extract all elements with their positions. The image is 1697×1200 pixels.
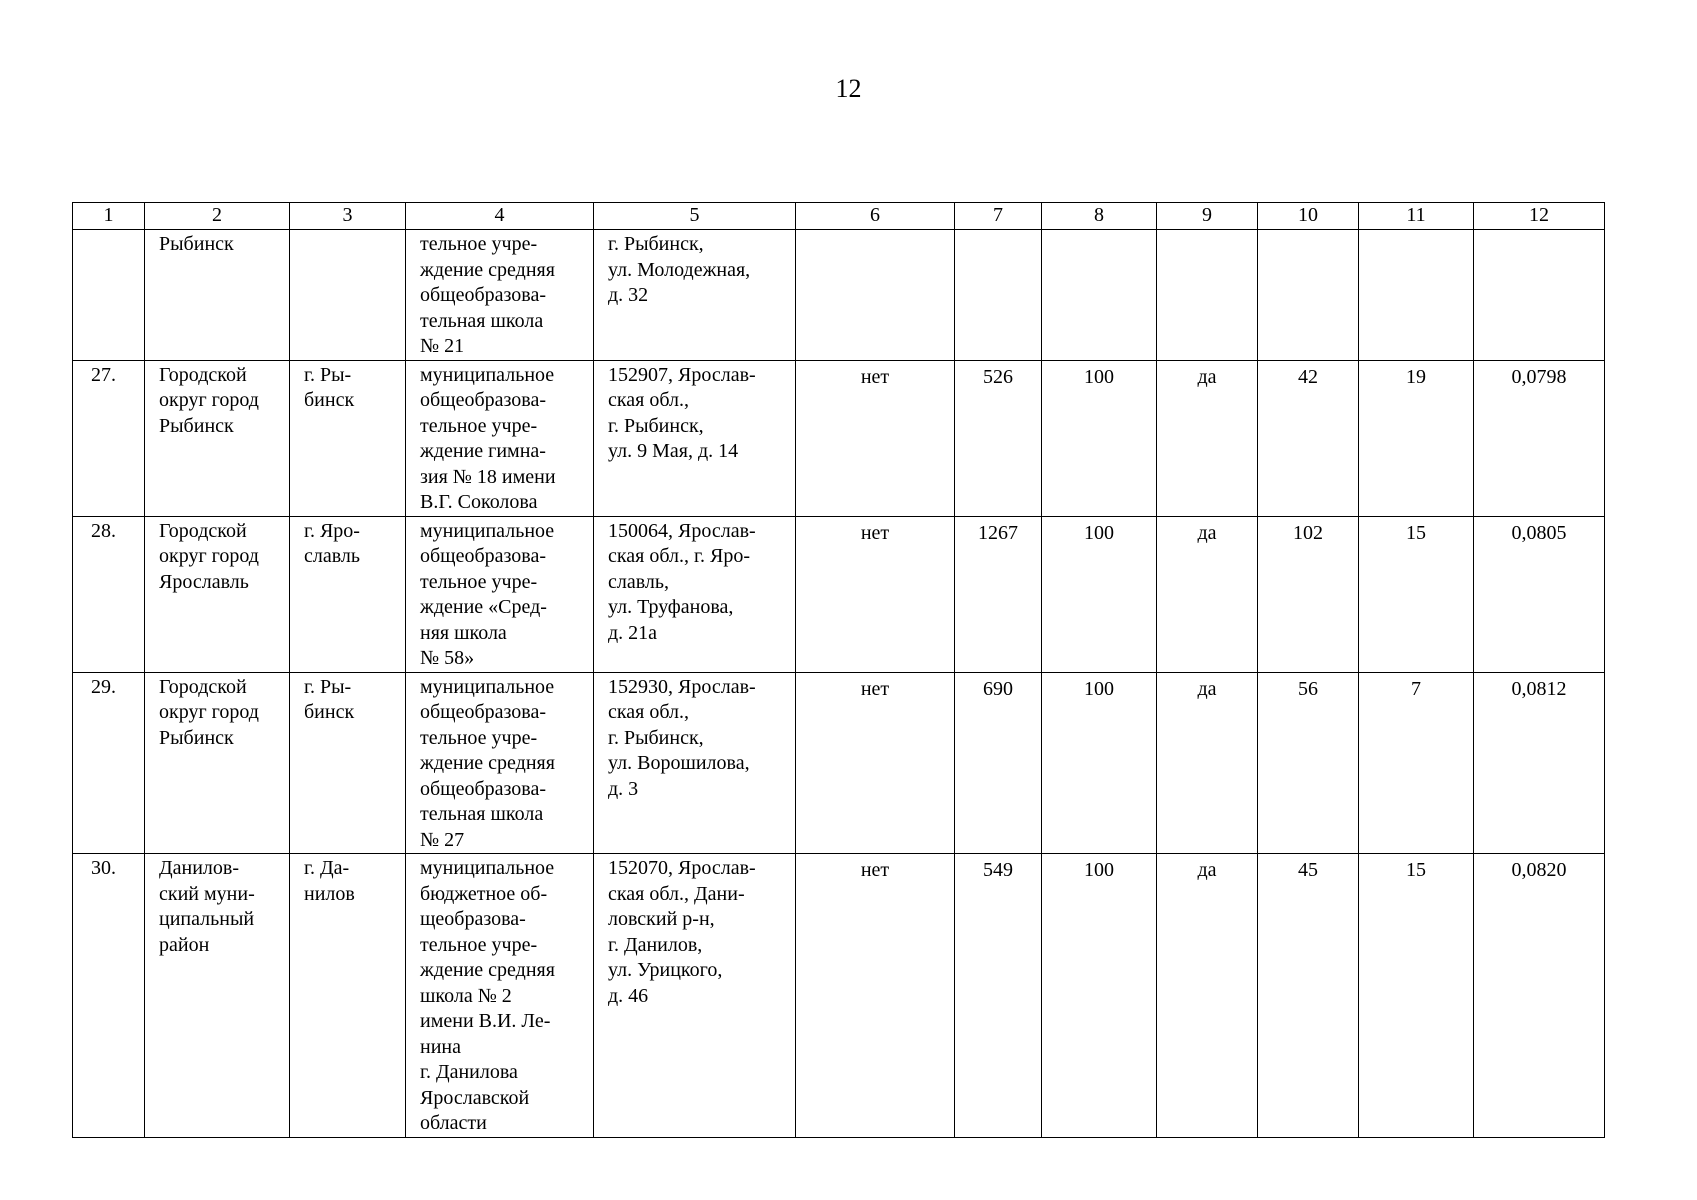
col11-cell [1359,230,1474,361]
col11-cell: 7 [1359,672,1474,854]
col8-cell [1042,230,1157,361]
col11-cell: 15 [1359,516,1474,672]
row-number-cell: 29. [73,672,145,854]
institution-name-cell: муниципальное общеобразова- тельное учре- ждение гимна- зия № 18 имени В.Г. Соколова [406,360,594,516]
col7-cell: 549 [955,854,1042,1138]
row-number-cell [73,230,145,361]
row-number-cell: 30. [73,854,145,1138]
col10-cell: 56 [1258,672,1359,854]
col9-cell: да [1157,854,1258,1138]
column-header: 2 [145,203,290,230]
municipality-cell: Городской округ город Рыбинск [145,360,290,516]
col6-cell: нет [796,516,955,672]
city-cell [290,230,406,361]
address-cell: г. Рыбинск, ул. Молодежная, д. 32 [594,230,796,361]
col11-cell: 19 [1359,360,1474,516]
col9-cell: да [1157,672,1258,854]
municipality-cell: Городской округ город Ярославль [145,516,290,672]
column-header: 7 [955,203,1042,230]
row-number-cell: 27. [73,360,145,516]
city-cell: г. Ры- бинск [290,672,406,854]
col7-cell: 526 [955,360,1042,516]
column-header: 6 [796,203,955,230]
table-row [73,516,1605,672]
col9-cell [1157,230,1258,361]
col8-cell: 100 [1042,854,1157,1138]
col7-cell: 690 [955,672,1042,854]
table-row [73,230,1605,361]
column-header: 4 [406,203,594,230]
city-cell: г. Ры- бинск [290,360,406,516]
col10-cell: 42 [1258,360,1359,516]
address-cell: 152070, Ярослав- ская обл., Дани- ловский р-н, г. Данилов, ул. Урицкого, д. 46 [594,854,796,1138]
col12-cell: 0,0820 [1474,854,1605,1138]
col12-cell [1474,230,1605,361]
municipality-cell: Данилов- ский муни- ципальный район [145,854,290,1138]
city-cell: г. Яро- славль [290,516,406,672]
institution-name-cell: муниципальное общеобразова- тельное учре- ждение «Сред- няя школа № 58» [406,516,594,672]
row-number-cell: 28. [73,516,145,672]
col8-cell: 100 [1042,360,1157,516]
city-cell: г. Да- нилов [290,854,406,1138]
col12-cell: 0,0812 [1474,672,1605,854]
col6-cell: нет [796,672,955,854]
col6-cell [796,230,955,361]
table-row [73,672,1605,854]
institution-name-cell: тельное учре- ждение средняя общеобразова- тельная школа № 21 [406,230,594,361]
table-row [73,360,1605,516]
col12-cell: 0,0805 [1474,516,1605,672]
column-header: 5 [594,203,796,230]
address-cell: 152907, Ярослав- ская обл., г. Рыбинск, ул. 9 Мая, д. 14 [594,360,796,516]
column-header: 3 [290,203,406,230]
address-cell: 152930, Ярослав- ская обл., г. Рыбинск, ул. Ворошилова, д. 3 [594,672,796,854]
col7-cell [955,230,1042,361]
column-header: 8 [1042,203,1157,230]
column-header: 11 [1359,203,1474,230]
col6-cell: нет [796,854,955,1138]
column-header: 10 [1258,203,1359,230]
col12-cell: 0,0798 [1474,360,1605,516]
column-header: 1 [73,203,145,230]
page-number: 12 [835,74,862,103]
col8-cell: 100 [1042,516,1157,672]
col10-cell: 102 [1258,516,1359,672]
column-header: 9 [1157,203,1258,230]
col10-cell [1258,230,1359,361]
schools-table [72,202,1605,1138]
institution-name-cell: муниципальное бюджетное об- щеобразова- тельное учре- ждение средняя школа № 2 имени В.И. Ле- нина г. Данилова Ярославской области [406,854,594,1138]
col11-cell: 15 [1359,854,1474,1138]
col9-cell: да [1157,360,1258,516]
institution-name-cell: муниципальное общеобразова- тельное учре- ждение средняя общеобразова- тельная школа № 27 [406,672,594,854]
col6-cell: нет [796,360,955,516]
municipality-cell: Рыбинск [145,230,290,361]
municipality-cell: Городской округ город Рыбинск [145,672,290,854]
table-row [73,854,1605,1138]
col9-cell: да [1157,516,1258,672]
col7-cell: 1267 [955,516,1042,672]
col8-cell: 100 [1042,672,1157,854]
address-cell: 150064, Ярослав- ская обл., г. Яро- славль, ул. Труфанова, д. 21а [594,516,796,672]
column-header: 12 [1474,203,1605,230]
header-row [73,203,1605,230]
col10-cell: 45 [1258,854,1359,1138]
